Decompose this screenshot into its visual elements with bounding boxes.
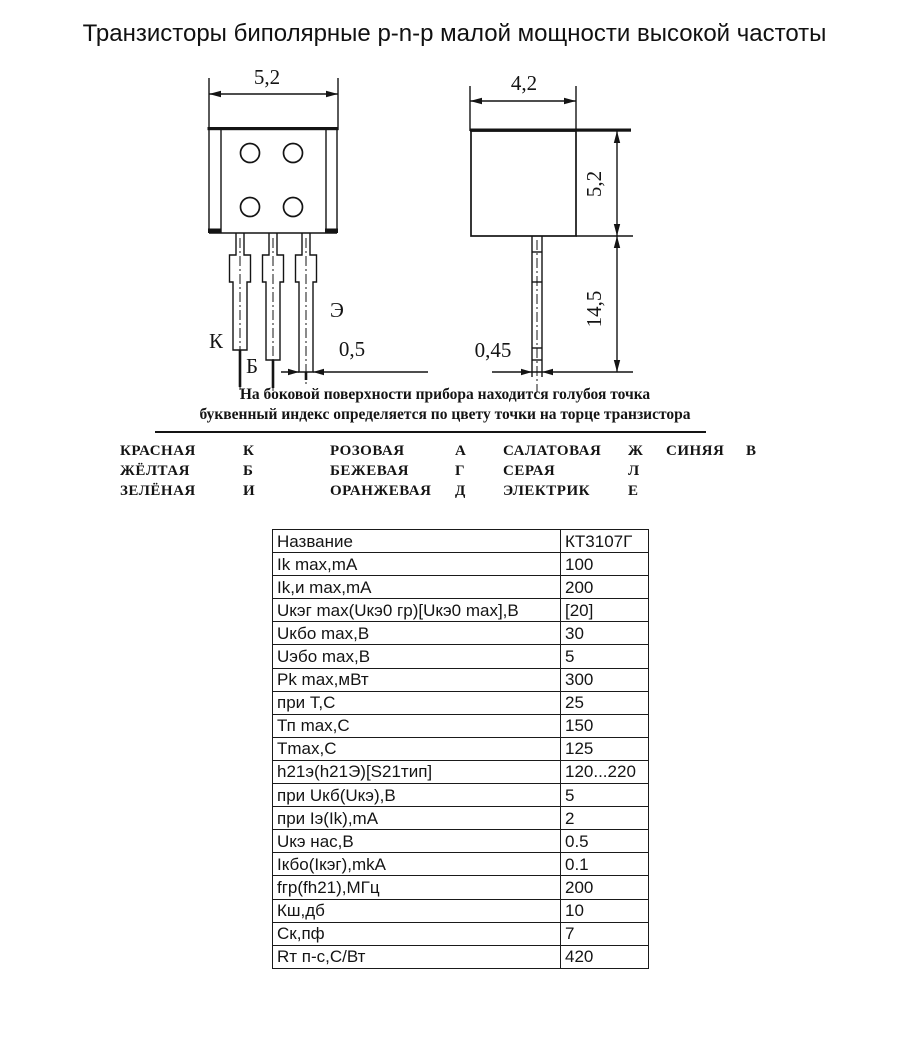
param-name: Uкэг max(Uкэ0 гр)[Uкэ0 max],В	[273, 599, 561, 622]
color-name	[666, 481, 746, 501]
param-row	[273, 599, 649, 622]
param-row	[273, 945, 649, 968]
param-value: 0.1	[561, 853, 649, 876]
param-value: 125	[561, 737, 649, 760]
color-name: СИНЯЯ	[666, 443, 725, 459]
param-name: при Iэ(Ik),mA	[273, 807, 561, 830]
param-value: КТ3107Г	[561, 530, 649, 553]
param-name: Pk max,мВт	[273, 668, 561, 691]
color-letter: Е	[628, 483, 639, 499]
param-row	[273, 737, 649, 760]
front-lead-width-dim-label: 0,5	[338, 337, 366, 361]
param-name: Iкбо(Iкэг),mkA	[273, 853, 561, 876]
param-row	[273, 576, 649, 599]
note-line-1: На боковой поверхности прибора находится голубоя точка	[239, 386, 651, 403]
color-code-table	[120, 441, 800, 501]
param-name: при Т,С	[273, 691, 561, 714]
side-view-drawing	[470, 71, 633, 392]
pin-label-collector: К	[209, 329, 224, 353]
color-name: РОЗОВАЯ	[330, 443, 405, 459]
param-name: Rт п-с,С/Вт	[273, 945, 561, 968]
mount-hole	[284, 144, 303, 163]
param-name: Тmax,С	[273, 737, 561, 760]
side-height-dimension	[614, 131, 620, 236]
color-letter: И	[243, 483, 256, 499]
color-name: БЕЖЕВАЯ	[330, 463, 409, 479]
param-name: Кш,дб	[273, 899, 561, 922]
pin-label-emitter: Э	[330, 298, 344, 322]
param-value: 200	[561, 876, 649, 899]
param-value: 100	[561, 553, 649, 576]
color-code-row	[120, 461, 800, 481]
param-value: 120...220	[561, 760, 649, 783]
param-name: Ik max,mA	[273, 553, 561, 576]
param-name: при Uкб(Uкэ),В	[273, 784, 561, 807]
param-row	[273, 899, 649, 922]
color-letter: Б	[243, 463, 254, 479]
side-height-dim-label: 5,2	[582, 170, 606, 198]
param-row	[273, 645, 649, 668]
color-code-row	[120, 441, 800, 461]
pin-label-base: Б	[246, 354, 259, 378]
param-value: 10	[561, 899, 649, 922]
param-value: 30	[561, 622, 649, 645]
param-value: 150	[561, 714, 649, 737]
param-row	[273, 691, 649, 714]
param-value: 420	[561, 945, 649, 968]
param-row	[273, 853, 649, 876]
note-line-2: буквенный индекс определяется по цвету точки на торце транзистора	[199, 406, 691, 423]
param-row	[273, 760, 649, 783]
side-lead-length-dim-label: 14,5	[582, 290, 606, 328]
param-row	[273, 553, 649, 576]
color-letter	[746, 481, 776, 501]
color-name: СЕРАЯ	[503, 463, 556, 479]
color-name: ЗЕЛЁНАЯ	[120, 483, 196, 499]
color-letter: Г	[455, 463, 466, 479]
param-row	[273, 668, 649, 691]
param-name: Название	[273, 530, 561, 553]
front-view-drawing	[208, 65, 429, 391]
side-lead-width-dimension	[492, 369, 633, 375]
param-value: [20]	[561, 599, 649, 622]
param-row	[273, 622, 649, 645]
param-value: 7	[561, 922, 649, 945]
color-name: ЭЛЕКТРИК	[503, 483, 590, 499]
param-name: fгр(fh21),МГц	[273, 876, 561, 899]
param-value: 25	[561, 691, 649, 714]
color-name	[666, 461, 746, 481]
param-value: 5	[561, 645, 649, 668]
color-name: САЛАТОВАЯ	[503, 443, 602, 459]
param-row	[273, 714, 649, 737]
param-value: 2	[561, 807, 649, 830]
package-drawing	[0, 60, 909, 405]
mount-hole	[241, 144, 260, 163]
param-name: Тп max,С	[273, 714, 561, 737]
param-value: 300	[561, 668, 649, 691]
param-name: Uкэ нас,В	[273, 830, 561, 853]
param-name: Uкбо max,В	[273, 622, 561, 645]
color-letter: Ж	[628, 443, 644, 459]
color-letter	[746, 461, 776, 481]
color-letter: К	[243, 443, 255, 459]
param-name: Ск,пф	[273, 922, 561, 945]
param-row	[273, 784, 649, 807]
color-letter: А	[455, 443, 467, 459]
param-row	[273, 807, 649, 830]
param-name: h21э(h21Э)[S21тип]	[273, 760, 561, 783]
color-name: КРАСНАЯ	[120, 443, 196, 459]
parameters-table	[272, 529, 649, 969]
param-row	[273, 530, 649, 553]
front-width-dim-label: 5,2	[253, 65, 281, 89]
side-lead-length-dimension	[614, 236, 620, 372]
color-code-row	[120, 481, 800, 501]
param-row	[273, 876, 649, 899]
param-name: Uэбо max,В	[273, 645, 561, 668]
side-body	[470, 129, 633, 237]
front-body	[208, 127, 339, 233]
param-name: Ik,и max,mA	[273, 576, 561, 599]
side-lead-width-dim-label: 0,45	[474, 338, 512, 362]
page-title: Транзисторы биполярные p-n-p малой мощности высокой частоты	[82, 20, 827, 47]
color-name: ЖЁЛТАЯ	[120, 463, 190, 479]
color-letter: Л	[628, 463, 640, 479]
divider-line	[155, 431, 706, 433]
color-letter: В	[746, 443, 757, 459]
color-name: ОРАНЖЕВАЯ	[330, 483, 432, 499]
param-value: 5	[561, 784, 649, 807]
mount-hole	[241, 198, 260, 217]
front-lead-emitter	[296, 233, 317, 384]
mount-hole	[284, 198, 303, 217]
front-lead-base	[263, 233, 284, 391]
param-row	[273, 922, 649, 945]
side-lead	[532, 236, 542, 392]
marking-notes	[100, 385, 790, 425]
param-value: 0.5	[561, 830, 649, 853]
param-value: 200	[561, 576, 649, 599]
param-row	[273, 830, 649, 853]
color-letter: Д	[455, 483, 466, 499]
side-width-dim-label: 4,2	[510, 71, 538, 95]
